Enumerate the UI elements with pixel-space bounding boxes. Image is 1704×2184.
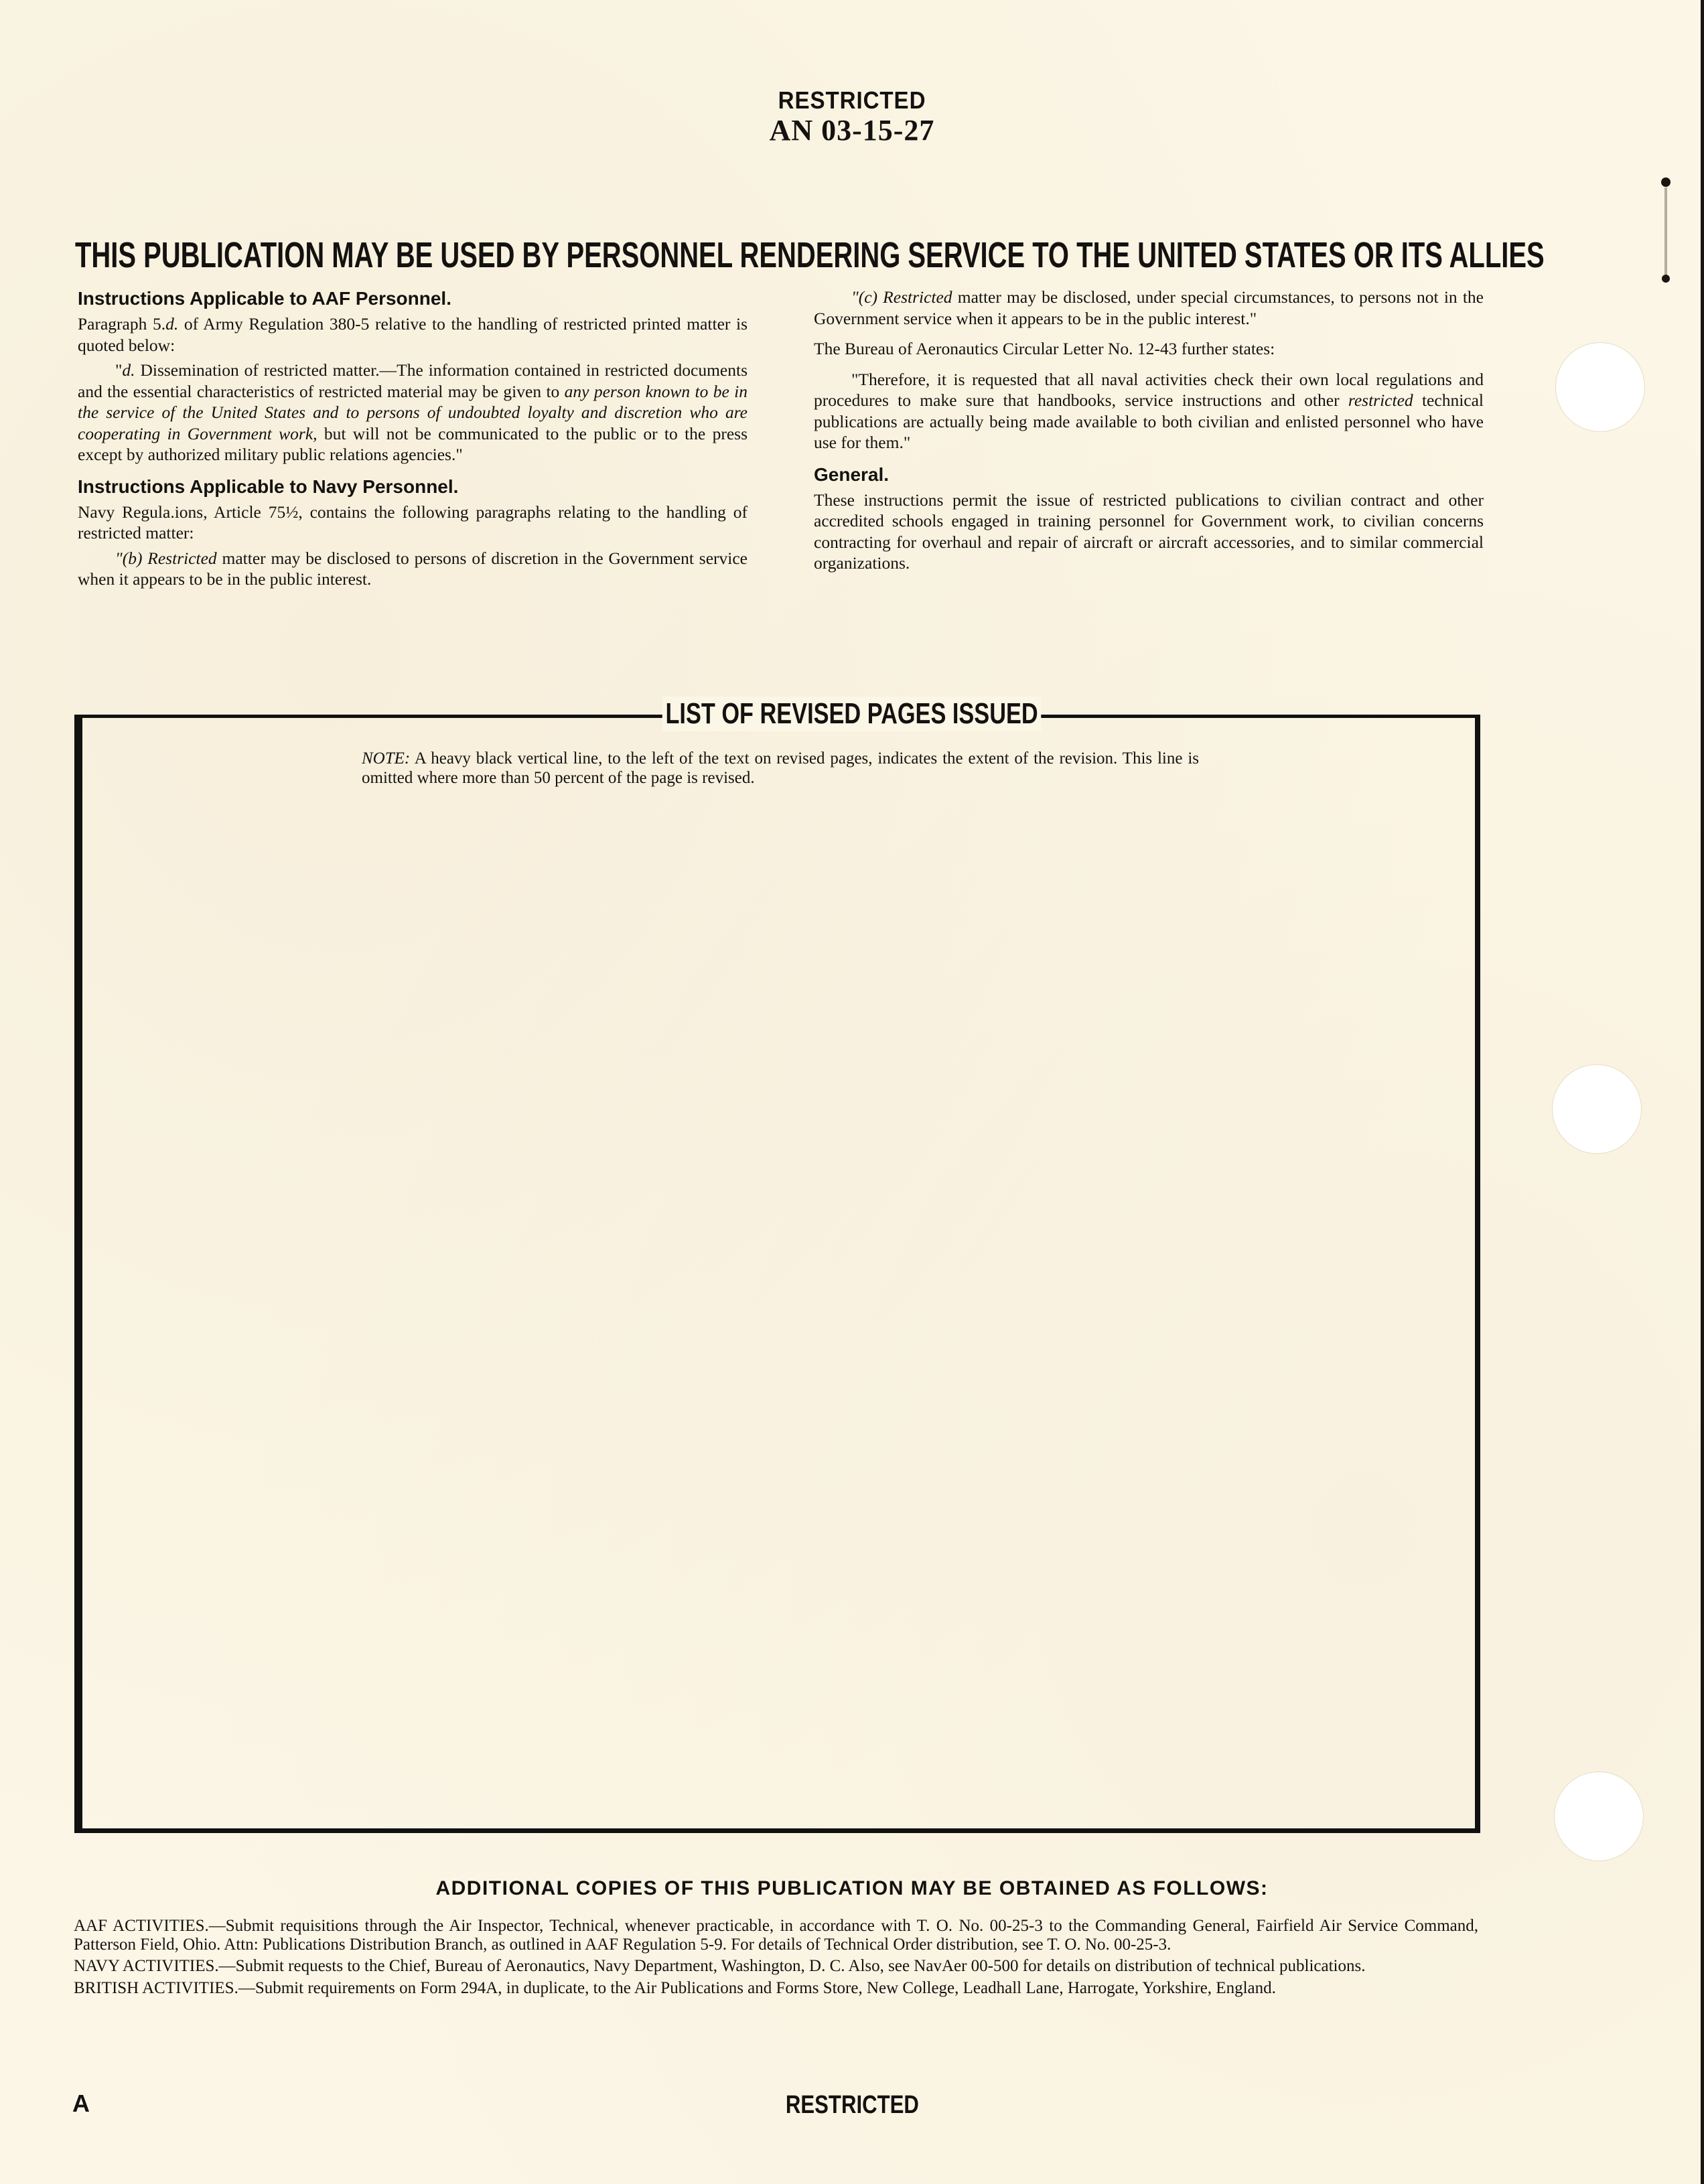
navy-quote-c: "(c) Restricted matter may be disclosed, under special circumstances, to persons not in the Government service when it appears to be in the public interest." — [814, 287, 1484, 328]
footer-classification: RESTRICTED — [785, 2091, 919, 2119]
binder-hole-bottom — [1555, 1772, 1643, 1861]
general-heading: General. — [814, 463, 890, 485]
aaf-intro: Paragraph 5.d. of Army Regulation 380-5 relative to the handling of restricted printed matter is quoted below: — [78, 314, 748, 355]
right-column — [814, 287, 1484, 578]
revised-pages-note: NOTE: A heavy black vertical line, to the left of the text on revised pages, indicates the extent of the revision. This line is omitted where more than 50 percent of the page is revised. — [362, 749, 1199, 787]
additional-copies-title: ADDITIONAL COPIES OF THIS PUBLICATION MAY BE OBTAINED AS FOLLOWS: — [435, 1877, 1269, 1899]
navy-instructions-heading: Instructions Applicable to Navy Personnel. — [78, 476, 459, 497]
binder-hole-middle — [1553, 1065, 1641, 1153]
navy-quote-b: "(b) Restricted matter may be disclosed to persons of discretion in the Government service when it appears to be in the public interest. — [78, 548, 748, 589]
left-column — [78, 287, 748, 594]
revised-pages-title-wrap — [0, 697, 1704, 731]
copies-entry-navy: NAVY ACTIVITIES.—Submit requests to the Chief, Bureau of Aeronautics, Navy Department, Washington, D. C. Also, see NavAer 00-500 for details on distribution of technical publications. — [74, 1957, 1366, 1975]
copies-entry-british: BRITISH ACTIVITIES.—Submit requirements on Form 294A, in duplicate, to the Air Publications and Forms Store, New College, Leadhall Lane, Harrogate, Yorkshire, England. — [74, 1978, 1276, 1997]
staple-trace — [1664, 188, 1667, 275]
revised-pages-box — [74, 715, 1480, 1833]
page-header — [0, 86, 1704, 146]
page-letter: A — [72, 2090, 90, 2117]
aaf-quote: "d. Dissemination of restricted matter.—The information contained in restricted documents and the essential characteristics of restricted material may be given to any person known to be in the service of the United States and to persons of undoubted loyalty and discretion who are cooperating in Government work, but will not be communicated to the public or to the press except by authorized military public relations agencies." — [78, 360, 748, 464]
classification-marking: RESTRICTED — [778, 86, 926, 114]
copies-entry-aaf: AAF ACTIVITIES.—Submit requisitions through the Air Inspector, Technical, whenever practicable, in accordance with T. O. No. 00-25-3 to the Commanding General, Fairfield Air Service Command, Patterson Field, Ohio. Attn: Publications Distribution Branch, as outlined in AAF Regulation 5-9. For details of Technical Order distribution, see T. O. No. 00-25-3. — [74, 1917, 1478, 1954]
page-edge-shadow — [1701, 0, 1704, 2184]
usage-banner: THIS PUBLICATION MAY BE USED BY PERSONNEL RENDERING SERVICE TO THE UNITED STATES OR ITS ALLIES — [75, 235, 1545, 275]
additional-copies-list — [74, 1917, 1478, 2000]
footer-classification-wrap — [0, 2091, 1704, 2120]
binder-hole-top — [1556, 343, 1644, 431]
document-number: AN 03-15-27 — [769, 114, 935, 147]
revised-pages-title: LIST OF REVISED PAGES ISSUED — [662, 697, 1042, 731]
general-text: These instructions permit the issue of restricted publications to civilian contract and other accredited schools engaged in training personnel for Government work, to civilian concerns contracting for overhaul and repair of aircraft or aircraft accessories, and to similar commercial organizations. — [814, 490, 1484, 573]
bureau-quote: "Therefore, it is requested that all naval activities check their own local regulations and procedures to make sure that handbooks, service instructions and other restricted technical publications are actually being made available to both civilian and enlisted personnel who have use for them." — [814, 369, 1484, 452]
staple-mark-bottom — [1662, 275, 1670, 283]
aaf-instructions-heading: Instructions Applicable to AAF Personnel. — [78, 288, 451, 309]
staple-mark-top — [1661, 177, 1671, 187]
bureau-intro: The Bureau of Aeronautics Circular Letter No. 12-43 further states: — [814, 339, 1275, 358]
navy-intro: Navy Regula.ions, Article 75½, contains the following paragraphs relating to the handling of restricted matter: — [78, 502, 748, 542]
